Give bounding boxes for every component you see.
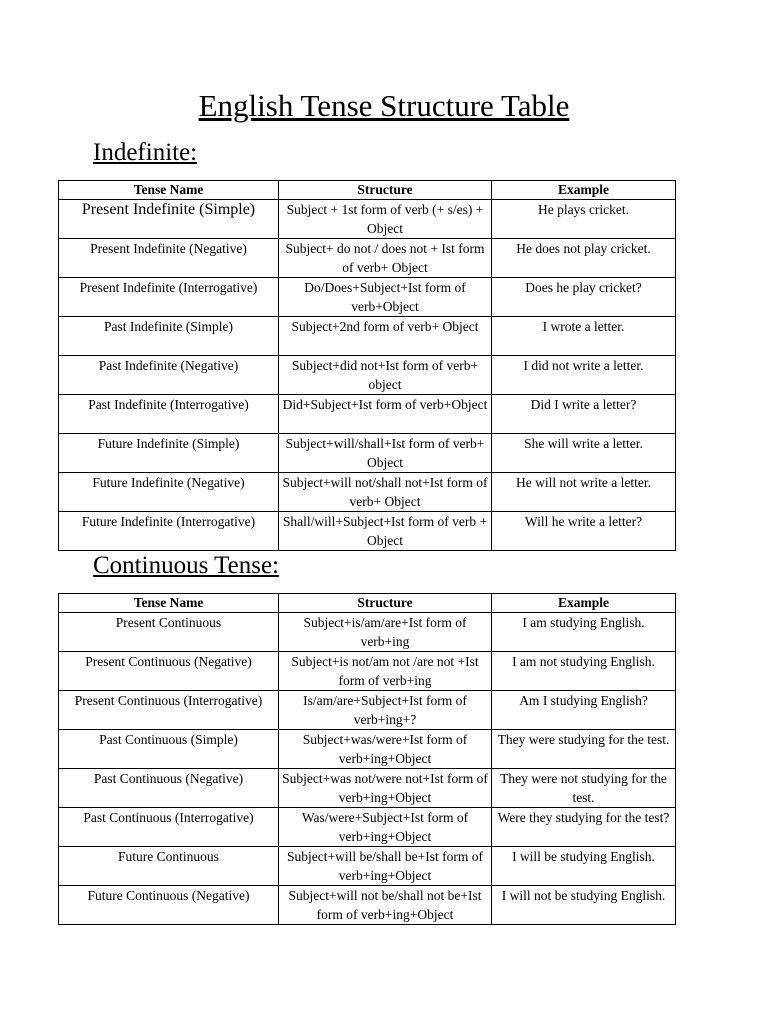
- tense-name-cell: Future Indefinite (Simple): [59, 434, 279, 473]
- structure-cell: Do/Does+Subject+Ist form of verb+Object: [279, 278, 492, 317]
- example-cell: I will not be studying English.: [492, 886, 676, 925]
- table-row: [59, 317, 676, 356]
- example-cell: I am studying English.: [492, 613, 676, 652]
- table-row: [59, 613, 676, 652]
- table-row: [59, 808, 676, 847]
- table-row: [59, 652, 676, 691]
- header-tense-name: Tense Name: [59, 594, 279, 613]
- tense-name-cell: Past Indefinite (Simple): [59, 317, 279, 356]
- tense-name-cell: Present Indefinite (Interrogative): [59, 278, 279, 317]
- example-cell: They were not studying for the test.: [492, 769, 676, 808]
- example-cell: I wrote a letter.: [492, 317, 676, 356]
- indefinite-tense-table: [58, 180, 676, 551]
- section-heading-indefinite: Indefinite:: [93, 139, 198, 166]
- example-cell: He will not write a letter.: [492, 473, 676, 512]
- structure-cell: Subject+will not/shall not+Ist form of verb+ Object: [279, 473, 492, 512]
- structure-cell: Subject+will not be/shall not be+Ist form of verb+ing+Object: [279, 886, 492, 925]
- tense-name-cell: Past Continuous (Simple): [59, 730, 279, 769]
- tense-name-cell: Present Indefinite (Negative): [59, 239, 279, 278]
- structure-cell: Subject+is not/am not /are not +Ist form of verb+ing: [279, 652, 492, 691]
- table-row: [59, 395, 676, 434]
- tense-name-cell: Past Indefinite (Negative): [59, 356, 279, 395]
- structure-cell: Subject + 1st form of verb (+ s/es) + Object: [279, 200, 492, 239]
- table-row: [59, 356, 676, 395]
- header-example: Example: [492, 181, 676, 200]
- table-row: [59, 239, 676, 278]
- example-cell: I will be studying English.: [492, 847, 676, 886]
- table-header-row: [59, 594, 676, 613]
- example-cell: He does not play cricket.: [492, 239, 676, 278]
- tense-name-cell: Present Continuous (Negative): [59, 652, 279, 691]
- table-row: [59, 200, 676, 239]
- example-cell: Will he write a letter?: [492, 512, 676, 551]
- tense-name-cell: Future Continuous: [59, 847, 279, 886]
- tense-name-cell: Present Indefinite (Simple): [59, 200, 279, 239]
- structure-cell: Subject+will/shall+Ist form of verb+ Object: [279, 434, 492, 473]
- section-heading-continuous: Continuous Tense:: [93, 552, 279, 579]
- header-example: Example: [492, 594, 676, 613]
- table-row: [59, 886, 676, 925]
- structure-cell: Subject+did not+Ist form of verb+ object: [279, 356, 492, 395]
- header-tense-name: Tense Name: [59, 181, 279, 200]
- page-title: English Tense Structure Table: [198, 88, 570, 123]
- header-structure: Structure: [279, 594, 492, 613]
- example-cell: He plays cricket.: [492, 200, 676, 239]
- tense-name-cell: Present Continuous: [59, 613, 279, 652]
- table-row: [59, 691, 676, 730]
- structure-cell: Subject+2nd form of verb+ Object: [279, 317, 492, 356]
- tense-name-cell: Future Indefinite (Interrogative): [59, 512, 279, 551]
- example-cell: I did not write a letter.: [492, 356, 676, 395]
- example-cell: Does he play cricket?: [492, 278, 676, 317]
- continuous-tense-table: [58, 593, 676, 925]
- tense-name-cell: Future Indefinite (Negative): [59, 473, 279, 512]
- structure-cell: Is/am/are+Subject+Ist form of verb+ing+?: [279, 691, 492, 730]
- example-cell: They were studying for the test.: [492, 730, 676, 769]
- structure-cell: Was/were+Subject+Ist form of verb+ing+Object: [279, 808, 492, 847]
- tense-name-cell: Past Continuous (Interrogative): [59, 808, 279, 847]
- table-row: [59, 847, 676, 886]
- tense-name-cell: Past Indefinite (Interrogative): [59, 395, 279, 434]
- structure-cell: Did+Subject+Ist form of verb+Object: [279, 395, 492, 434]
- example-cell: I am not studying English.: [492, 652, 676, 691]
- table-row: [59, 512, 676, 551]
- example-cell: Were they studying for the test?: [492, 808, 676, 847]
- table-row: [59, 473, 676, 512]
- structure-cell: Subject+ do not / does not + Ist form of verb+ Object: [279, 239, 492, 278]
- example-cell: She will write a letter.: [492, 434, 676, 473]
- table-row: [59, 769, 676, 808]
- tense-name-cell: Present Continuous (Interrogative): [59, 691, 279, 730]
- header-structure: Structure: [279, 181, 492, 200]
- example-cell: Did I write a letter?: [492, 395, 676, 434]
- structure-cell: Subject+was not/were not+Ist form of verb+ing+Object: [279, 769, 492, 808]
- example-cell: Am I studying English?: [492, 691, 676, 730]
- structure-cell: Shall/will+Subject+Ist form of verb + Object: [279, 512, 492, 551]
- tense-name-cell: Past Continuous (Negative): [59, 769, 279, 808]
- structure-cell: Subject+is/am/are+Ist form of verb+ing: [279, 613, 492, 652]
- structure-cell: Subject+will be/shall be+Ist form of verb+ing+Object: [279, 847, 492, 886]
- table-row: [59, 730, 676, 769]
- structure-cell: Subject+was/were+Ist form of verb+ing+Object: [279, 730, 492, 769]
- table-header-row: [59, 181, 676, 200]
- tense-name-cell: Future Continuous (Negative): [59, 886, 279, 925]
- table-row: [59, 278, 676, 317]
- table-row: [59, 434, 676, 473]
